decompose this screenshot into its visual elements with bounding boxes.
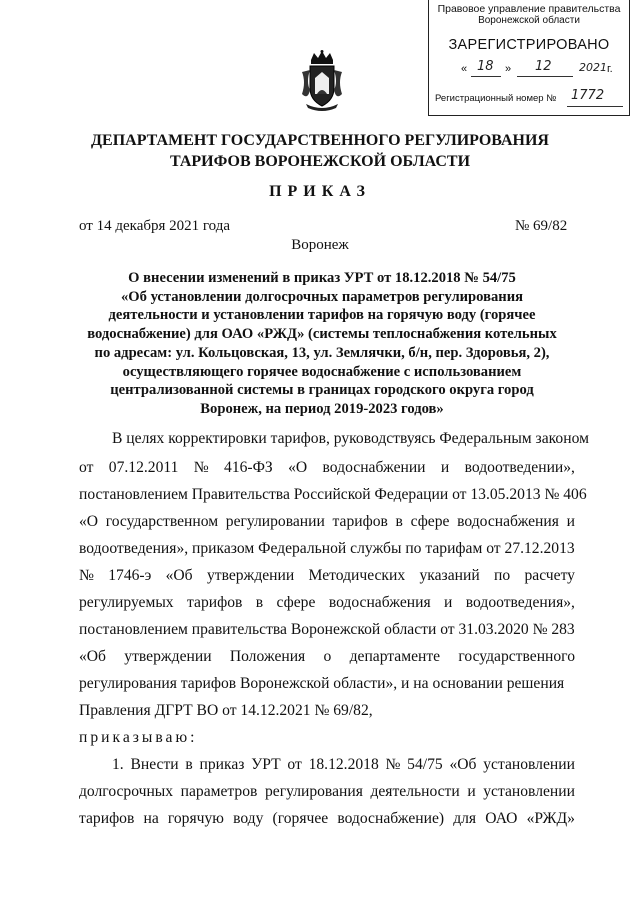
word: параметров <box>180 783 258 800</box>
word: приказ <box>199 756 245 773</box>
word: «О <box>79 513 99 530</box>
word: «Об <box>165 567 193 584</box>
stamp-day: 18 <box>477 59 494 74</box>
word: № <box>385 756 401 773</box>
coat-of-arms-icon <box>298 50 346 112</box>
document-number: № 69/82 <box>515 218 568 234</box>
subject-line: осуществляющего горячее водоснабжение с использованием <box>122 363 522 380</box>
word: (горячее <box>272 810 329 827</box>
stamp-date <box>429 59 629 83</box>
word: регулирования <box>264 783 363 800</box>
body-line: В целях корректировки тарифов, руководствуясь Федеральным законом <box>112 430 589 447</box>
word: водоснабжения <box>457 513 559 530</box>
word: и <box>467 783 476 800</box>
word: «О <box>288 459 308 476</box>
subject-line: Воронеж, на период 2019-2023 годов» <box>200 400 444 417</box>
decree-word: приказываю: <box>79 729 198 746</box>
word: на <box>143 810 159 827</box>
document-date: от 14 декабря 2021 года <box>79 218 231 234</box>
department-title-line1: ДЕПАРТАМЕНТ ГОСУДАРСТВЕННОГО РЕГУЛИРОВАНИЯ <box>91 132 549 149</box>
body-line: постановлением правительства Воронежской области от 31.03.2020 № 283 <box>79 621 575 638</box>
subject-line: деятельности и установлении тарифов на горячую воду (горячее <box>108 307 536 324</box>
word: горячую <box>167 810 224 827</box>
word: о <box>323 648 332 665</box>
word: «Об <box>449 756 477 773</box>
department-title-line2: ТАРИФОВ ВОРОНЕЖСКОЙ ОБЛАСТИ <box>169 153 471 170</box>
subject-line: водоснабжение) для ОАО «РЖД» (системы теплоснабжения котельных <box>87 326 557 343</box>
document-city: Воронеж <box>291 237 349 253</box>
word: водоснабжении <box>322 459 426 476</box>
word: тарифов <box>79 810 135 827</box>
word: «РЖД» <box>526 810 575 827</box>
body-line-justified <box>79 594 575 612</box>
word: тарифов <box>187 594 243 611</box>
word: государственном <box>105 513 219 530</box>
word: в <box>185 756 193 773</box>
word: и <box>566 513 575 530</box>
document-type: ПРИКАЗ <box>269 183 371 200</box>
word: от <box>287 756 302 773</box>
word: государственного <box>458 648 575 665</box>
stamp-year: 2021 <box>579 61 607 74</box>
word: от <box>79 459 94 476</box>
body-line-justified <box>79 513 575 531</box>
word: расчету <box>524 567 575 584</box>
item-line-justified <box>79 810 575 828</box>
word: и <box>440 459 450 476</box>
word: Методических <box>308 567 406 584</box>
word: для <box>453 810 477 827</box>
word: водоснабжения <box>328 594 431 611</box>
word: 18.12.2018 <box>308 756 379 773</box>
word: водоотведении», <box>464 459 575 476</box>
word: утверждении <box>124 648 212 665</box>
word: указаний <box>419 567 480 584</box>
stamp-year-suffix: г. <box>607 63 613 75</box>
word: 07.12.2011 <box>108 459 179 476</box>
word: 1746-э <box>108 567 152 584</box>
item-line-justified <box>112 756 575 774</box>
word: 1. <box>112 756 124 773</box>
word: в <box>255 594 264 611</box>
word: УРТ <box>251 756 281 773</box>
word: в <box>395 513 403 530</box>
stamp-month: 12 <box>535 59 552 74</box>
word: 416-ФЗ <box>224 459 273 476</box>
word: № <box>193 459 209 476</box>
body-line-justified <box>79 567 575 585</box>
word: 54/75 <box>407 756 443 773</box>
registration-stamp <box>428 0 630 116</box>
body-line-justified <box>79 459 575 477</box>
body-line: водоотведения», приказом Федеральной службы по тарифам от 27.12.2013 <box>79 540 575 557</box>
word: долгосрочных <box>79 783 174 800</box>
subject-line: О внесении изменений в приказ УРТ от 18.12.2018 № 54/75 <box>128 270 516 286</box>
stamp-reg-number: 1772 <box>571 88 605 103</box>
subject-line: централизованной системы в границах городского округа город <box>110 382 534 399</box>
stamp-org-line1: Правовое управление правительства <box>437 3 621 15</box>
stamp-status: ЗАРЕГИСТРИРОВАНО <box>448 37 610 53</box>
word: утверждении <box>206 567 295 584</box>
word: регулировании <box>225 513 325 530</box>
stamp-quote-close: » <box>505 63 512 75</box>
word: Положения <box>229 648 306 665</box>
word: по <box>494 567 511 584</box>
word: водоотведения», <box>465 594 575 611</box>
stamp-quote-open: « <box>461 63 468 75</box>
word: и <box>444 594 453 611</box>
word: регулируемых <box>79 594 174 611</box>
item-line-justified <box>79 783 575 801</box>
word: ОАО <box>485 810 518 827</box>
word: установлении <box>483 783 575 800</box>
word: водоснабжение) <box>337 810 445 827</box>
word: установлении <box>483 756 575 773</box>
body-line: Правления ДГРТ ВО от 14.12.2021 № 69/82, <box>79 702 373 719</box>
word: Внести <box>130 756 179 773</box>
body-line: регулирования тарифов Воронежской области», и на основании решения <box>79 675 565 692</box>
subject-line: по адресам: ул. Кольцовская, 13, ул. Землячки, б/н, пер. Здоровья, 2), <box>94 344 550 361</box>
word: департаменте <box>349 648 441 665</box>
word: «Об <box>79 648 106 665</box>
document-subject <box>72 269 572 419</box>
body-line: постановлением Правительства Российской Федерации от 13.05.2013 № 406 <box>79 486 587 503</box>
department-title <box>0 130 640 172</box>
word: деятельности <box>370 783 460 800</box>
word: воду <box>233 810 264 827</box>
stamp-org-line2: Воронежской области <box>478 15 580 26</box>
word: сфере <box>410 513 450 530</box>
word: сфере <box>276 594 316 611</box>
word: тарифов <box>332 513 388 530</box>
subject-line: «Об установлении долгосрочных параметров регулирования <box>120 288 523 305</box>
stamp-reg-label: Регистрационный номер № <box>435 93 557 104</box>
body-line-justified <box>79 648 575 666</box>
word: № <box>79 567 94 584</box>
